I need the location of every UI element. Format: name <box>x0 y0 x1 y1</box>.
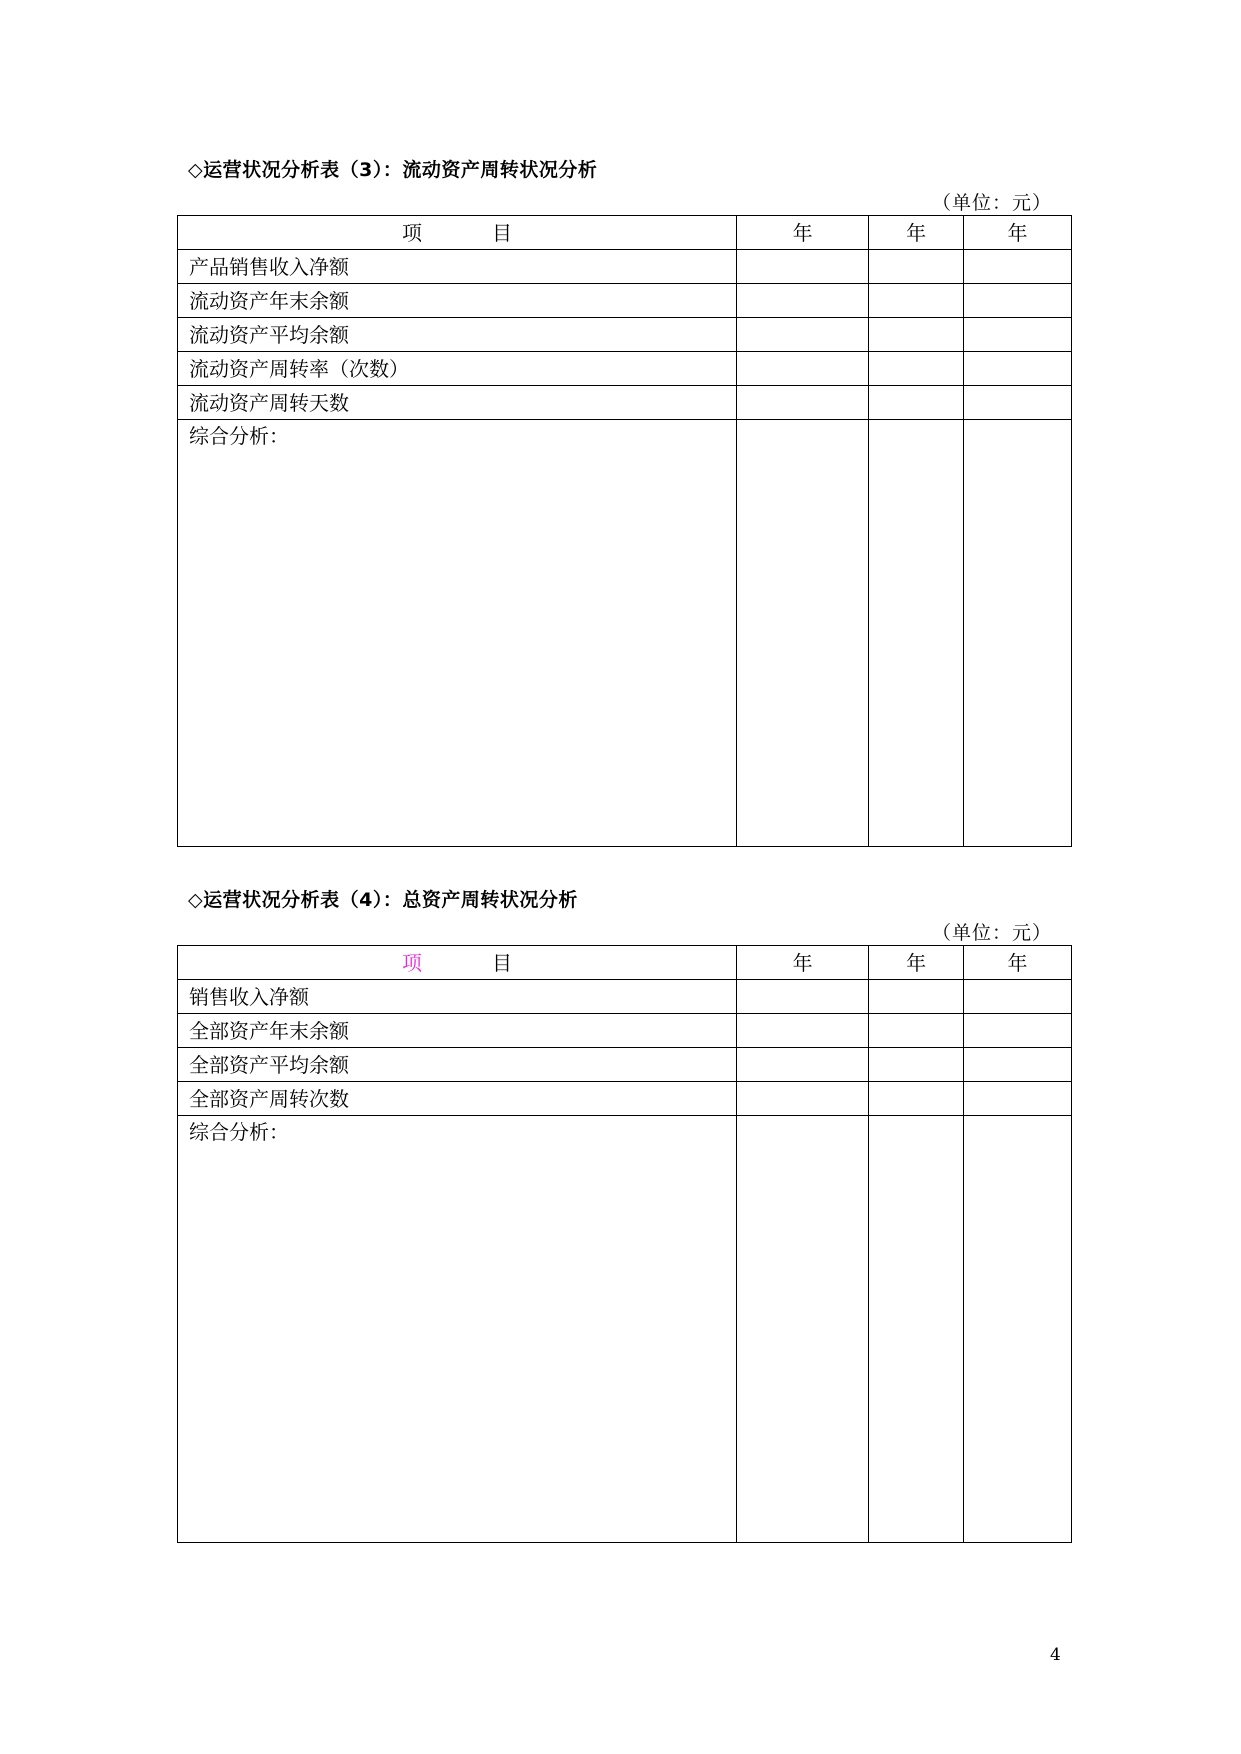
table-row <box>178 1082 1072 1116</box>
table4-title: ◇运营状况分析表（4）：总资产周转状况分析 <box>188 889 578 911</box>
cell[interactable] <box>737 980 869 1014</box>
table3-year-header-1: 年 <box>737 216 869 250</box>
table-row <box>178 352 1072 386</box>
cell[interactable] <box>964 1014 1072 1048</box>
cell[interactable] <box>869 318 964 352</box>
analysis-label[interactable]: 综合分析： <box>178 1116 737 1543</box>
cell[interactable] <box>869 1082 964 1116</box>
row-label: 流动资产年末余额 <box>178 284 737 318</box>
cell[interactable] <box>964 318 1072 352</box>
table-row <box>178 250 1072 284</box>
row-label: 全部资产平均余额 <box>178 1048 737 1082</box>
cell[interactable] <box>869 386 964 420</box>
table3-unit: （单位：元） <box>931 192 1052 214</box>
cell[interactable] <box>964 980 1072 1014</box>
table4-header-row <box>178 946 1072 980</box>
cell[interactable] <box>737 1014 869 1048</box>
table3-year-header-2: 年 <box>869 216 964 250</box>
table4-unit: （单位：元） <box>931 922 1052 944</box>
table-row <box>178 386 1072 420</box>
cell[interactable] <box>737 1082 869 1116</box>
cell[interactable] <box>869 250 964 284</box>
cell[interactable] <box>964 386 1072 420</box>
cell[interactable] <box>737 386 869 420</box>
cell[interactable] <box>964 1082 1072 1116</box>
cell[interactable] <box>737 420 869 847</box>
cell[interactable] <box>869 420 964 847</box>
row-label: 产品销售收入净额 <box>178 250 737 284</box>
page-number: 4 <box>1050 1645 1061 1665</box>
cell[interactable] <box>737 352 869 386</box>
table4-year-header-3: 年 <box>964 946 1072 980</box>
table4-year-header-2: 年 <box>869 946 964 980</box>
cell[interactable] <box>737 284 869 318</box>
cell[interactable] <box>869 352 964 386</box>
cell[interactable] <box>869 1116 964 1543</box>
analysis-label[interactable]: 综合分析： <box>178 420 737 847</box>
cell[interactable] <box>869 980 964 1014</box>
cell[interactable] <box>964 1116 1072 1543</box>
analysis-row <box>178 1116 1072 1543</box>
table-row <box>178 318 1072 352</box>
cell[interactable] <box>737 1048 869 1082</box>
table3-item-header: 项 目 <box>178 216 737 250</box>
cell[interactable] <box>964 1048 1072 1082</box>
table-row <box>178 980 1072 1014</box>
row-label: 流动资产周转天数 <box>178 386 737 420</box>
row-label: 全部资产周转次数 <box>178 1082 737 1116</box>
table4-item-header: 项 目 <box>178 946 737 980</box>
cell[interactable] <box>964 420 1072 847</box>
cell[interactable] <box>964 284 1072 318</box>
cell[interactable] <box>737 1116 869 1543</box>
row-label: 销售收入净额 <box>178 980 737 1014</box>
row-label: 流动资产平均余额 <box>178 318 737 352</box>
cell[interactable] <box>737 250 869 284</box>
cell[interactable] <box>869 1014 964 1048</box>
table4-year-header-1: 年 <box>737 946 869 980</box>
cell[interactable] <box>737 318 869 352</box>
table3-year-header-3: 年 <box>964 216 1072 250</box>
table4 <box>177 945 1072 1543</box>
table-row <box>178 284 1072 318</box>
row-label: 全部资产年末余额 <box>178 1014 737 1048</box>
cell[interactable] <box>964 250 1072 284</box>
table3-title: ◇运营状况分析表（3）：流动资产周转状况分析 <box>188 159 598 181</box>
cell[interactable] <box>964 352 1072 386</box>
table-row <box>178 1048 1072 1082</box>
table-row <box>178 1014 1072 1048</box>
analysis-row <box>178 420 1072 847</box>
table3-header-row <box>178 216 1072 250</box>
table3 <box>177 215 1072 847</box>
cell[interactable] <box>869 284 964 318</box>
cell[interactable] <box>869 1048 964 1082</box>
row-label: 流动资产周转率（次数） <box>178 352 737 386</box>
